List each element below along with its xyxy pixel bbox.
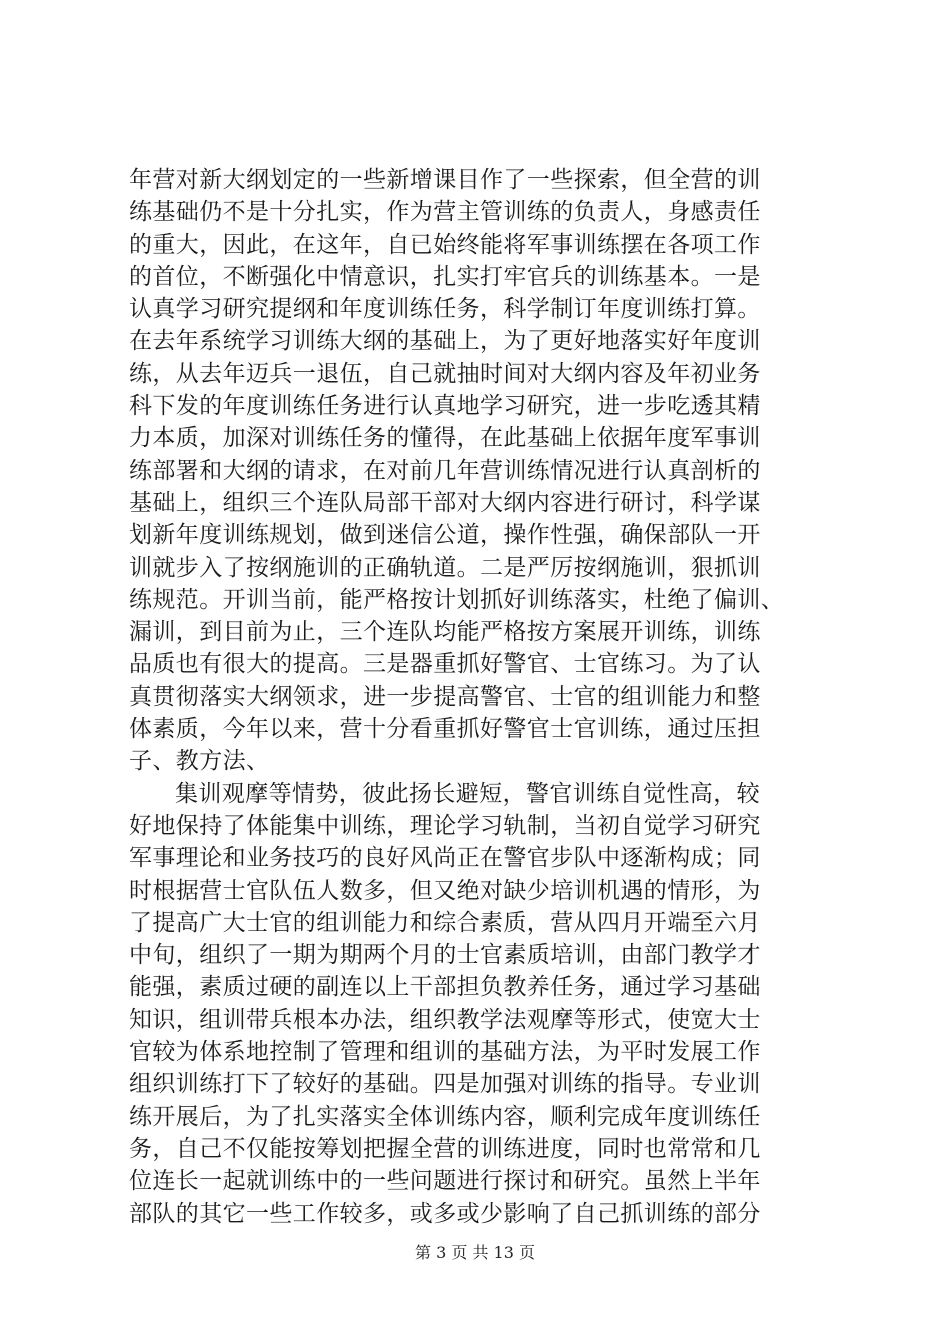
text-line: 了提高广大士官的组训能力和综合素质，营从四月开端至六月 (129, 909, 761, 936)
text-line: 基础上，组织三个连队局部干部对大纲内容进行研讨，科学谋 (129, 489, 761, 516)
text-line: 组织训练打下了较好的基础。四是加强对训练的指导。专业训 (129, 1071, 761, 1098)
text-line: 在去年系统学习训练大纲的基础上，为了更好地落实好年度训 (129, 328, 761, 355)
text-line: 体素质，今年以来，营十分看重抓好警官士官训练，通过压担 (129, 716, 761, 743)
text-line: 部队的其它一些工作较多，或多或少影响了自己抓训练的部分 (129, 1200, 761, 1227)
text-line: 中旬，组织了一期为期两个月的士官素质培训，由部门教学才 (129, 942, 761, 969)
text-line: 时根据营士官队伍人数多，但又绝对缺少培训机遇的情形，为 (129, 877, 761, 904)
text-line: 官较为体系地控制了管理和组训的基础方法，为平时发展工作 (129, 1039, 761, 1066)
text-line: 科下发的年度训练任务进行认真地学习研究，进一步吃透其精 (129, 393, 761, 420)
text-line: 练规范。开训当前，能严格按计划抓好训练落实，杜绝了偏训、 (129, 586, 785, 613)
text-line: 练部署和大纲的请求，在对前几年营训练情况进行认真剖析的 (129, 457, 761, 484)
text-line: 的重大，因此，在这年，自已始终能将军事训练摆在各项工作 (129, 231, 761, 258)
text-line: 好地保持了体能集中训练，理论学习轨制，当初自觉学习研究 (129, 812, 761, 839)
text-line: 漏训，到目前为止，三个连队均能严格按方案展开训练，训练 (129, 619, 761, 646)
text-line: 子、教方法、 (129, 748, 270, 775)
text-line: 练基础仍不是十分扎实，作为营主管训练的负责人，身感责任 (129, 199, 761, 226)
text-line: 认真学习研究提纲和年度训练任务，科学制订年度训练打算。 (129, 296, 761, 323)
text-line: 能强，素质过硬的副连以上干部担负教养任务，通过学习基础 (129, 974, 761, 1001)
text-line: 练，从去年迈兵一退伍，自己就抽时间对大纲内容及年初业务 (129, 360, 761, 387)
document-body (129, 164, 834, 1230)
text-line: 年营对新大纲划定的一些新增课目作了一些探索，但全营的训 (129, 167, 761, 193)
text-line: 划新年度训练规划，做到迷信公道，操作性强，确保部队一开 (129, 522, 761, 549)
text-line: 军事理论和业务技巧的良好风尚正在警官步队中逐渐构成；同 (129, 845, 761, 872)
text-line: 务，自己不仅能按筹划把握全营的训练进度，同时也常常和几 (129, 1135, 761, 1162)
text-line: 力本质，加深对训练任务的懂得，在此基础上依据年度军事训 (129, 425, 761, 452)
text-line: 品质也有很大的提高。三是器重抓好警官、士官练习。为了认 (129, 651, 761, 678)
text-line: 训就步入了按纲施训的正确轨道。二是严厉按纲施训，狠抓训 (129, 554, 761, 581)
text-line: 位连长一起就训练中的一些问题进行探讨和研究。虽然上半年 (129, 1168, 761, 1195)
paragraph-start-line: 集训观摩等情势，彼此扬长避短，警官训练自觉性高，较 (175, 780, 760, 807)
text-line: 真贯彻落实大纲领求，进一步提高警官、士官的组训能力和整 (129, 683, 761, 710)
page-number-footer: 第 3 页 共 13 页 (415, 1243, 535, 1262)
text-line: 知识，组训带兵根本办法，组织教学法观摩等形式，使宽大士 (129, 1006, 761, 1033)
text-line: 练开展后，为了扎实落实全体训练内容，顺利完成年度训练任 (129, 1103, 761, 1130)
text-line: 的首位，不断强化中情意识，扎实打牢官兵的训练基本。一是 (129, 263, 761, 290)
